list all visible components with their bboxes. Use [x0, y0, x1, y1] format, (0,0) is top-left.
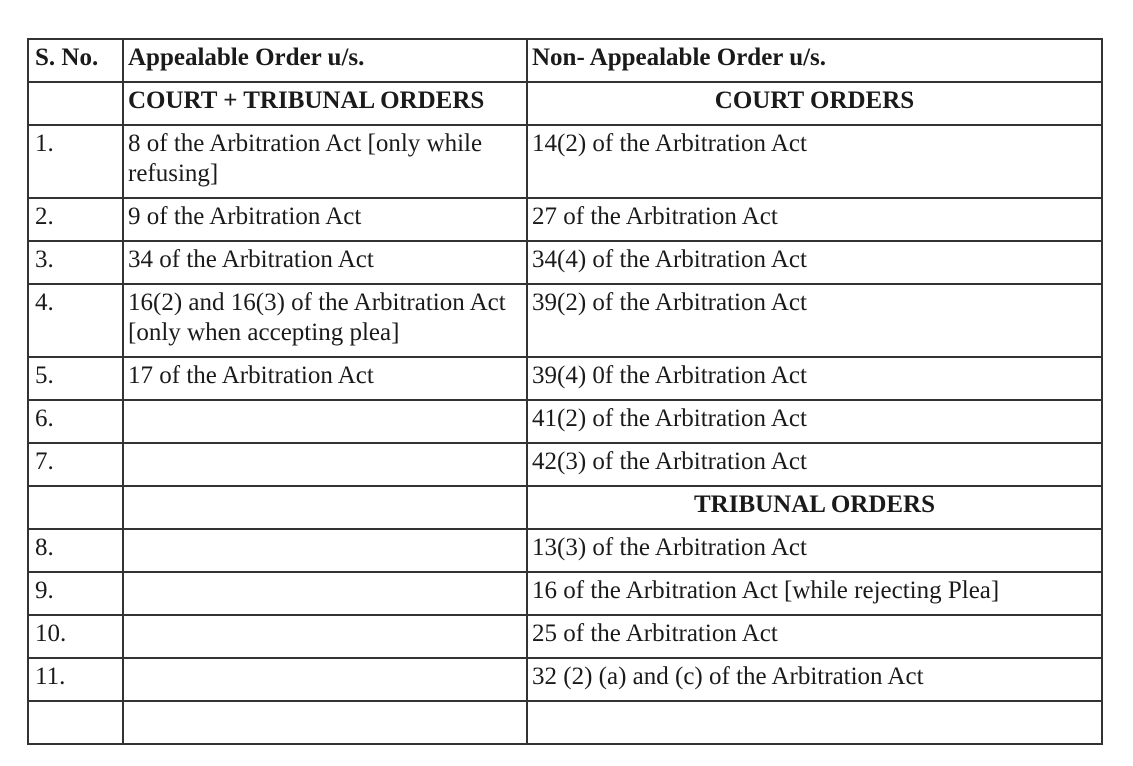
empty-cell — [123, 701, 527, 744]
subheader-row — [28, 82, 1102, 125]
row-non-appealable: 39(4) 0f the Arbitration Act — [527, 357, 1102, 400]
row-non-appealable: 25 of the Arbitration Act — [527, 615, 1102, 658]
header-non-appealable: Non- Appealable Order u/s. — [527, 39, 1102, 82]
table-row — [28, 241, 1102, 284]
row-appealable — [123, 658, 527, 701]
row-appealable — [123, 400, 527, 443]
header-row — [28, 39, 1102, 82]
orders-table — [27, 38, 1103, 745]
table-row — [28, 658, 1102, 701]
header-sno: S. No. — [28, 39, 123, 82]
subheader-appealable-empty — [123, 486, 527, 529]
row-non-appealable: 34(4) of the Arbitration Act — [527, 241, 1102, 284]
subheader-sno-empty — [28, 486, 123, 529]
table-row — [28, 198, 1102, 241]
table-row — [28, 357, 1102, 400]
row-appealable: 17 of the Arbitration Act — [123, 357, 527, 400]
table-row — [28, 400, 1102, 443]
row-sno: 4. — [28, 284, 123, 357]
row-appealable: 8 of the Arbitration Act [only while refusing] — [123, 125, 527, 198]
row-non-appealable: 13(3) of the Arbitration Act — [527, 529, 1102, 572]
row-sno: 7. — [28, 443, 123, 486]
row-non-appealable: 32 (2) (a) and (c) of the Arbitration Act — [527, 658, 1102, 701]
row-non-appealable: 14(2) of the Arbitration Act — [527, 125, 1102, 198]
table-row — [28, 284, 1102, 357]
row-sno: 2. — [28, 198, 123, 241]
row-appealable: 34 of the Arbitration Act — [123, 241, 527, 284]
empty-row — [28, 701, 1102, 744]
subheader-row — [28, 486, 1102, 529]
table-row — [28, 529, 1102, 572]
header-appealable: Appealable Order u/s. — [123, 39, 527, 82]
table-row — [28, 615, 1102, 658]
row-sno: 10. — [28, 615, 123, 658]
table-row — [28, 443, 1102, 486]
empty-cell — [28, 701, 123, 744]
row-sno: 1. — [28, 125, 123, 198]
subheader-court-orders: COURT ORDERS — [527, 82, 1102, 125]
row-non-appealable: 41(2) of the Arbitration Act — [527, 400, 1102, 443]
row-appealable — [123, 529, 527, 572]
row-appealable: 9 of the Arbitration Act — [123, 198, 527, 241]
empty-cell — [527, 701, 1102, 744]
table-row — [28, 125, 1102, 198]
row-sno: 9. — [28, 572, 123, 615]
row-non-appealable: 39(2) of the Arbitration Act — [527, 284, 1102, 357]
row-sno: 6. — [28, 400, 123, 443]
subheader-sno-empty — [28, 82, 123, 125]
subheader-tribunal-orders: TRIBUNAL ORDERS — [527, 486, 1102, 529]
row-sno: 8. — [28, 529, 123, 572]
row-sno: 5. — [28, 357, 123, 400]
row-appealable: 16(2) and 16(3) of the Arbitration Act [only when accepting plea] — [123, 284, 527, 357]
table-row — [28, 572, 1102, 615]
row-appealable — [123, 443, 527, 486]
row-sno: 11. — [28, 658, 123, 701]
row-non-appealable: 27 of the Arbitration Act — [527, 198, 1102, 241]
row-non-appealable: 16 of the Arbitration Act [while rejecting Plea] — [527, 572, 1102, 615]
row-sno: 3. — [28, 241, 123, 284]
subheader-appealable: COURT + TRIBUNAL ORDERS — [123, 82, 527, 125]
row-non-appealable: 42(3) of the Arbitration Act — [527, 443, 1102, 486]
row-appealable — [123, 572, 527, 615]
row-appealable — [123, 615, 527, 658]
